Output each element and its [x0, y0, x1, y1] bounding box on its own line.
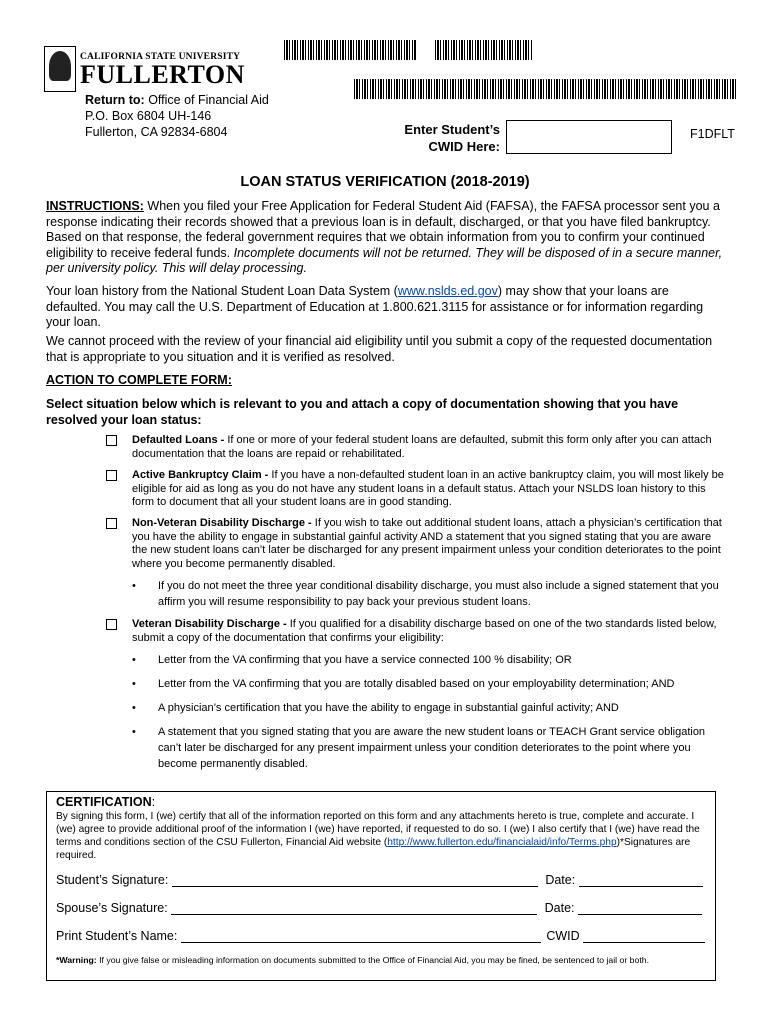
return-label: Return to:	[85, 93, 145, 107]
instructions-paragraph	[46, 199, 726, 277]
option-active-bankruptcy	[106, 469, 726, 510]
option-title: Defaulted Loans -	[132, 434, 225, 446]
bullet-icon: •	[132, 702, 136, 714]
print-name-row	[56, 929, 705, 943]
cwid-label-line-2: CWID Here:	[428, 139, 500, 154]
return-office: Office of Financial Aid	[148, 93, 269, 107]
bullet-text: Letter from the VA confirming that you are totally disabled based on your employability determination; AND	[158, 678, 675, 690]
cwid-row-label: CWID	[546, 929, 580, 943]
cwid-field[interactable]	[583, 930, 705, 943]
option-text: If you qualified for a disability discharge based on one of the two standards listed below, submit a copy of the documentation that confirms your eligibility:	[132, 618, 717, 644]
option-text: If you wish to take out additional student loans, attach a physician’s certification that you have the ability to engage in substantial gainful activity AND a statement that you signed stating that you are aware the new student loans can’t later be discharged for any present impairment unless your condition deteriorates to the point where you become permanently disabled.	[132, 517, 722, 570]
instructions-italic: Incomplete documents will not be returned. They will be disposed of in a secure manner, per university policy. This will delay processing.	[46, 245, 723, 275]
form-code: F1DFLT	[690, 127, 735, 141]
warning-body: If you give false or misleading information on documents submitted to the Office of Financial Aid, you may be fined, be sentenced to jail or both.	[96, 955, 649, 965]
spouse-signature-field[interactable]	[171, 902, 537, 915]
option-title: Active Bankruptcy Claim -	[132, 469, 269, 481]
university-seal-icon	[44, 46, 76, 92]
bullet-icon: •	[132, 580, 136, 592]
bullet-icon: •	[132, 678, 136, 690]
certification-label: CERTIFICATION	[56, 795, 152, 809]
bullet-icon: •	[132, 654, 136, 666]
student-signature-row	[56, 873, 703, 887]
option-nonveteran-disability	[106, 517, 726, 571]
student-signature-label: Student’s Signature:	[56, 873, 169, 887]
date-label: Date:	[544, 901, 575, 915]
return-address	[85, 92, 269, 140]
certification-body: By signing this form, I (we) certify that all of the information reported on this form and any attachments hereto is true, complete and accurate. I (we) agree to provide additional proof of the information I (we) have reported, if requested to do so. I (we) I also certify that I (we) have read the terms and conditions section of the CSU Fullerton, Financial Aid website (	[56, 811, 700, 848]
option-title: Veteran Disability Discharge -	[132, 618, 287, 630]
page-title: LOAN STATUS VERIFICATION (2018-2019)	[240, 174, 530, 190]
nslds-link[interactable]: www.nslds.ed.gov	[397, 284, 498, 298]
print-name-field[interactable]	[181, 930, 541, 943]
action-heading: ACTION TO COMPLETE FORM:	[46, 373, 232, 387]
proceed-paragraph: We cannot proceed with the review of your financial aid eligibility until you submit a copy of the requested documentation that is appropriate to you situation and it is verified as resolved.	[46, 334, 713, 364]
option-text: If you have a non-defaulted student loan in an active bankruptcy claim, you will most likely be eligible for aid as long as you do not have any student loans in a default status. Attach your NSLDS loan history to this form to document that all your student loans are in good standing.	[132, 469, 724, 508]
nslds-paragraph	[46, 284, 726, 331]
instructions-text: When you filed your Free Application for Federal Student Aid (FAFSA), the FAFSA processor sent you a response indicating their records showed that a previous loan is in default, discharged, or that you have filed bankruptcy. Based on that response, the federal government requires that we obtain information from you to confirm your continued eligibility to receive federal funds.	[46, 199, 720, 260]
bullet-text: Letter from the VA confirming that you have a service connected 100 % disability; OR	[158, 654, 572, 666]
defaulted-loans-checkbox[interactable]	[106, 435, 117, 446]
select-heading: Select situation below which is relevant to you and attach a copy of documentation showing that you have resolved your loan status:	[46, 397, 679, 427]
bullet-icon: •	[132, 726, 136, 738]
option-veteran-disability	[106, 618, 726, 645]
spouse-signature-label: Spouse’s Signature:	[56, 901, 168, 915]
warning-text	[56, 955, 649, 965]
barcode-top-left	[284, 40, 416, 60]
certification-body-end: )*Signatures are required.	[56, 837, 691, 861]
spouse-date-field[interactable]	[578, 902, 702, 915]
bullet-vet-1	[132, 652, 722, 668]
bullet-nonveteran	[132, 578, 722, 610]
barcode-long	[354, 79, 738, 99]
student-date-field[interactable]	[579, 874, 703, 887]
bullet-vet-4	[132, 724, 722, 772]
certification-colon: :	[151, 795, 156, 809]
bullet-vet-2	[132, 676, 722, 692]
university-name-top: CALIFORNIA STATE UNIVERSITY	[80, 52, 241, 62]
certification-box	[46, 791, 716, 981]
active-bankruptcy-checkbox[interactable]	[106, 470, 117, 481]
bullet-text: A statement that you signed stating that you are aware the new student loans or TEACH Grant service obligation can’t later be discharged for any present impairment unless your condition deteriorates to the point where you become permanently disabled.	[158, 726, 706, 770]
nslds-text-after: ) may show that your loans are defaulted. You may call the U.S. Department of Education at 1.800.621.3115 for assistance or for information regarding your loan.	[46, 284, 704, 329]
certification-text	[56, 794, 706, 862]
address-line-1: P.O. Box 6804 UH-146	[85, 109, 212, 123]
cwid-label	[390, 121, 500, 155]
student-signature-field[interactable]	[172, 874, 538, 887]
university-name: FULLERTON	[80, 60, 245, 89]
nonveteran-disability-checkbox[interactable]	[106, 518, 117, 529]
option-text: If one or more of your federal student loans are defaulted, submit this form only after you can attach documentation that the loans are repaid or rehabilitated.	[132, 434, 712, 460]
address-line-2: Fullerton, CA 92834-6804	[85, 125, 228, 139]
nslds-text-before: Your loan history from the National Student Loan Data System (	[46, 284, 398, 298]
instructions-label: INSTRUCTIONS:	[46, 199, 144, 213]
warning-label: *Warning:	[56, 955, 97, 965]
veteran-disability-checkbox[interactable]	[106, 619, 117, 630]
bullet-vet-3	[132, 700, 722, 716]
bullet-text: If you do not meet the three year conditional disability discharge, you must also include a signed statement that you affirm you will resume responsibility to pay back your previous student loans.	[158, 580, 719, 608]
option-title: Non-Veteran Disability Discharge -	[132, 517, 312, 529]
barcode-top-right	[435, 40, 533, 60]
cwid-input-box[interactable]	[506, 120, 672, 154]
cwid-label-line-1: Enter Student’s	[404, 122, 500, 137]
spouse-signature-row	[56, 901, 702, 915]
bullet-text: A physician’s certification that you have the ability to engage in substantial gainful activity; AND	[158, 702, 619, 714]
print-name-label: Print Student’s Name:	[56, 929, 178, 943]
option-defaulted-loans	[106, 434, 726, 461]
terms-link[interactable]: http://www.fullerton.edu/financialaid/info/Terms.php	[387, 837, 617, 848]
date-label: Date:	[545, 873, 576, 887]
